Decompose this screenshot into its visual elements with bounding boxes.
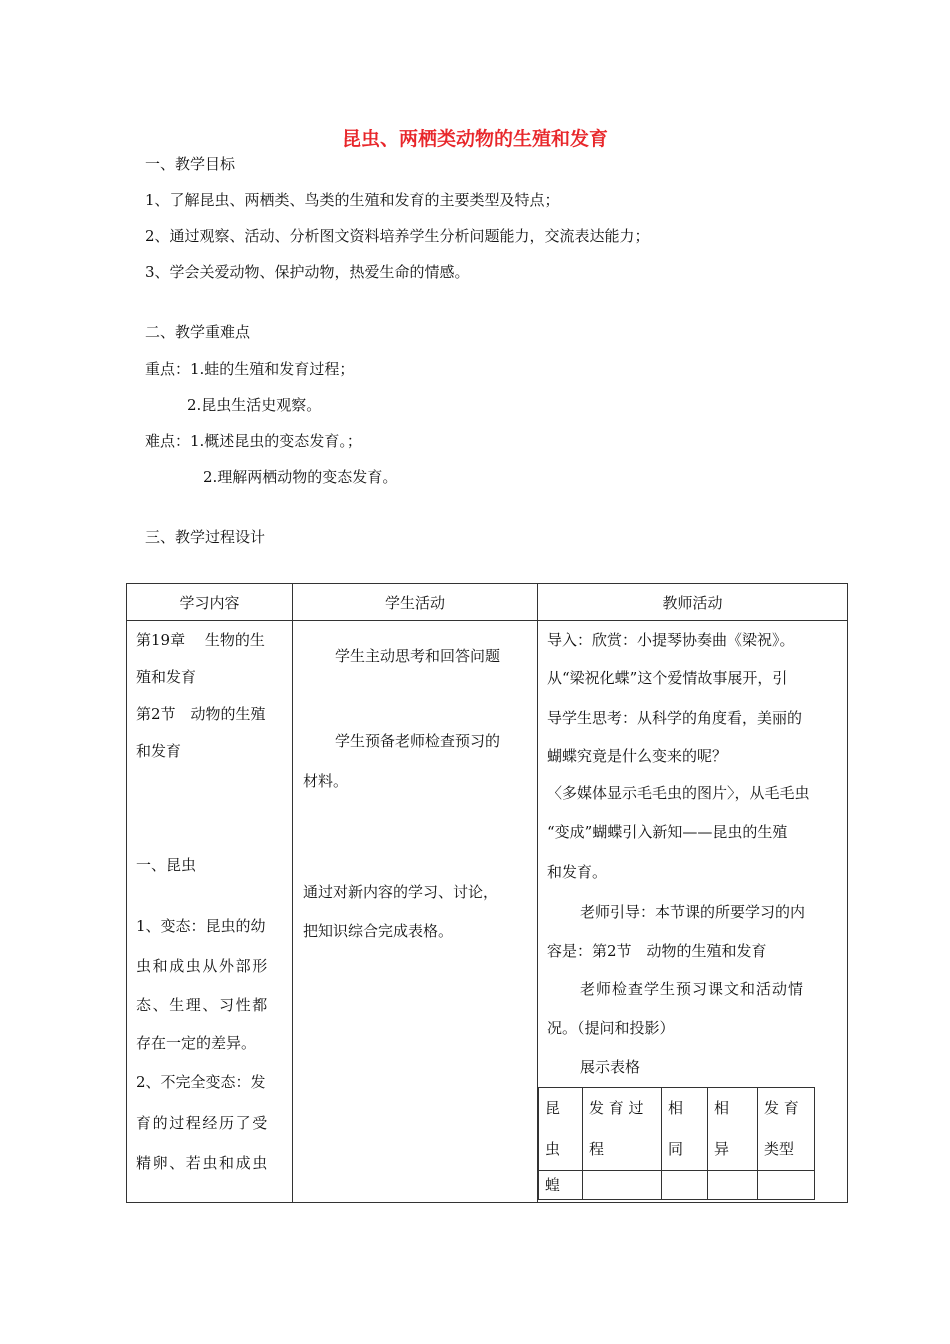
content-line: 态、生理、习性都 xyxy=(136,996,269,1014)
inner-cell xyxy=(708,1171,758,1200)
difficulty-1: 难点：1.概述昆虫的变态发育。； xyxy=(145,432,362,450)
student-line: 学生预备老师检查预习的 xyxy=(335,732,501,750)
content-line: 一、昆虫 xyxy=(136,856,197,874)
difficulty-2: 2.理解两栖动物的变态发育。 xyxy=(203,468,398,486)
lesson-process-table xyxy=(126,583,848,1203)
objective-1: 1、了解昆虫、两栖类、鸟类的生殖和发育的主要类型及特点； xyxy=(145,191,560,209)
teacher-line: 导入：欣赏：小提琴协奏曲《梁祝》。 xyxy=(547,631,795,649)
inner-header-same: 相 同 xyxy=(662,1088,708,1171)
page-title: 昆虫、两栖类动物的生殖和发育 xyxy=(341,128,608,150)
process-heading: 三、教学过程设计 xyxy=(145,528,266,546)
content-line: 精卵、若虫和成虫 xyxy=(136,1154,269,1172)
teacher-line: 导学生思考：从科学的角度看，美丽的 xyxy=(547,709,803,727)
objective-3: 3、学会关爱动物、保护动物，热爱生命的情感。 xyxy=(145,263,470,281)
teacher-line: 老师检查学生预习课文和活动情 xyxy=(580,980,805,998)
content-line: 育的过程经历了受 xyxy=(136,1114,269,1132)
inner-cell-locust: 蝗 xyxy=(539,1171,583,1200)
key-point-2: 2.昆虫生活史观察。 xyxy=(187,396,322,414)
teacher-line: 从“梁祝化蝶”这个爱情故事展开，引 xyxy=(547,669,788,687)
objectives-heading: 一、教学目标 xyxy=(145,155,236,173)
inner-cell xyxy=(758,1171,815,1200)
inner-header-different: 相 异 xyxy=(708,1088,758,1171)
header-content: 学习内容 xyxy=(127,584,293,621)
teacher-line: 〈多媒体显示毛毛虫的图片〉，从毛毛虫 xyxy=(547,784,810,802)
student-line: 学生主动思考和回答问题 xyxy=(335,647,501,665)
teacher-column xyxy=(538,621,848,1203)
content-line: 虫和成虫从外部形 xyxy=(136,957,269,975)
inner-cell xyxy=(583,1171,662,1200)
student-column xyxy=(293,621,538,1203)
inner-header-type: 发 育 类型 xyxy=(758,1088,815,1171)
content-line: 第2节 动物的生殖 xyxy=(136,705,266,723)
content-column xyxy=(127,621,293,1203)
teacher-line: 况。（提问和投影） xyxy=(547,1019,675,1037)
teacher-line: “变成”蝴蝶引入新知——昆虫的生殖 xyxy=(547,823,788,841)
inner-header-process: 发 育 过 程 xyxy=(583,1088,662,1171)
student-line: 把知识综合完成表格。 xyxy=(303,922,454,940)
teacher-line: 和发育。 xyxy=(547,863,608,881)
objective-2: 2、通过观察、活动、分析图文资料培养学生分析问题能力，交流表达能力； xyxy=(145,227,650,245)
teacher-line: 蝴蝶究竟是什么变来的呢？ xyxy=(547,747,728,765)
key-point-1: 重点：1.蛙的生殖和发育过程； xyxy=(145,360,355,378)
content-line: 存在一定的差异。 xyxy=(136,1034,257,1052)
student-line: 材料。 xyxy=(303,772,349,790)
content-line: 第19章 生物的生 xyxy=(136,631,265,649)
teacher-line: 老师引导：本节课的所要学习的内 xyxy=(580,903,806,921)
content-line: 1、变态：昆虫的幼 xyxy=(136,917,266,935)
content-line: 2、不完全变态：发 xyxy=(136,1073,266,1091)
content-line: 和发育 xyxy=(136,742,182,760)
student-line: 通过对新内容的学习、讨论， xyxy=(303,883,499,901)
key-points-heading: 二、教学重难点 xyxy=(145,323,251,341)
header-teacher: 教师活动 xyxy=(538,584,848,621)
inner-cell xyxy=(662,1171,708,1200)
inner-header-insect: 昆 虫 xyxy=(539,1088,583,1171)
header-student: 学生活动 xyxy=(293,584,538,621)
teacher-line: 展示表格 xyxy=(580,1058,641,1076)
content-line: 殖和发育 xyxy=(136,668,197,686)
teacher-line: 容是：第2节 动物的生殖和发育 xyxy=(547,942,767,960)
development-table xyxy=(538,1087,815,1200)
